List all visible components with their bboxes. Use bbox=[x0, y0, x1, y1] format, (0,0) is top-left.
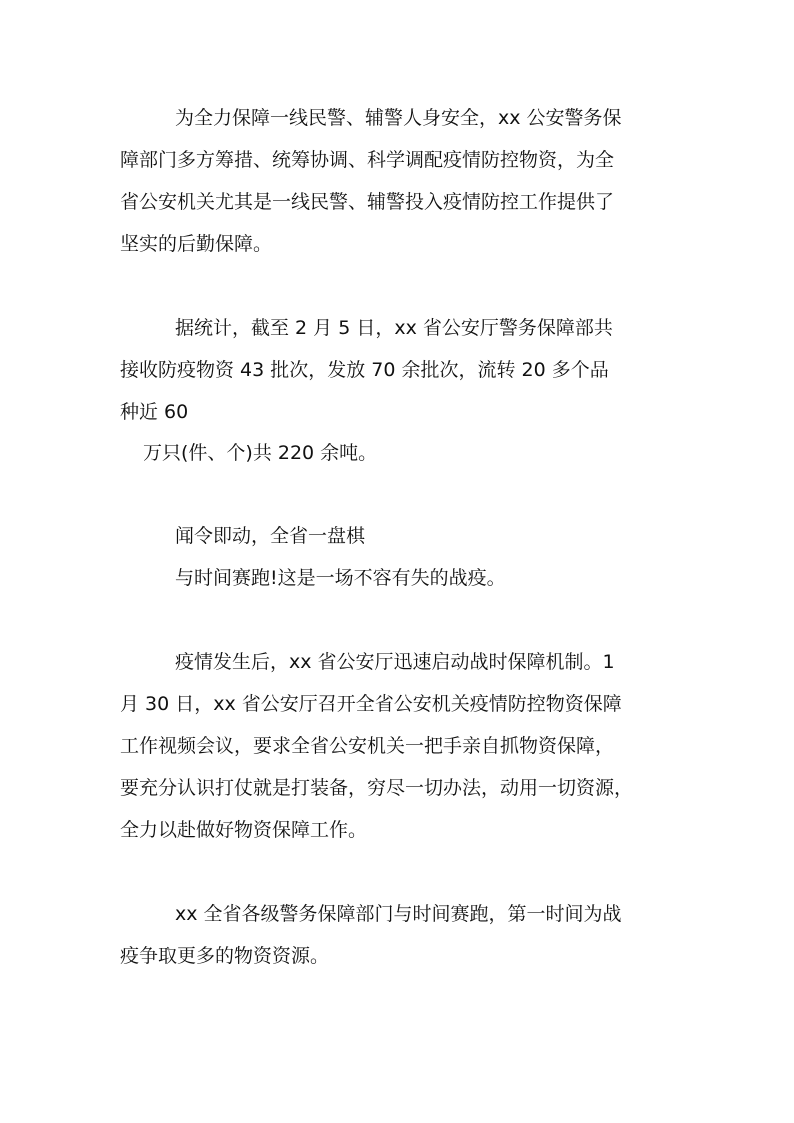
paragraph-line: 种近 60 bbox=[120, 401, 189, 423]
section-heading: 闻令即动，全省一盘棋 bbox=[175, 525, 366, 547]
paragraph-line: 疫情发生后，xx 省公安厅迅速启动战时保障机制。1 bbox=[175, 651, 615, 673]
paragraph-line: 省公安机关尤其是一线民警、辅警投入疫情防控工作提供了 bbox=[120, 191, 615, 213]
paragraph-line: 万只(件、个)共 220 余吨。 bbox=[143, 442, 378, 464]
paragraph-line: 坚实的后勤保障。 bbox=[120, 233, 273, 255]
paragraph-line: 为全力保障一线民警、辅警人身安全，xx 公安警务保 bbox=[175, 107, 622, 129]
paragraph-line: 接收防疫物资 43 批次，发放 70 余批次，流转 20 多个品 bbox=[120, 359, 609, 381]
paragraph-line: 障部门多方筹措、统筹协调、科学调配疫情防控物资，为全 bbox=[120, 149, 615, 171]
paragraph-line: 疫争取更多的物资资源。 bbox=[120, 945, 330, 967]
paragraph-line: 工作视频会议，要求全省公安机关一把手亲自抓物资保障， bbox=[120, 735, 615, 757]
paragraph-line: xx 全省各级警务保障部门与时间赛跑，第一时间为战 bbox=[175, 903, 622, 925]
paragraph-line: 月 30 日，xx 省公安厅召开全省公安机关疫情防控物资保障 bbox=[120, 693, 622, 715]
paragraph-line: 全力以赴做好物资保障工作。 bbox=[120, 819, 368, 841]
paragraph-line: 据统计，截至 2 月 5 日，xx 省公安厅警务保障部共 bbox=[175, 317, 613, 339]
paragraph-line: 要充分认识打仗就是打装备，穷尽一切办法，动用一切资源， bbox=[120, 777, 634, 799]
paragraph-line: 与时间赛跑!这是一场不容有失的战疫。 bbox=[175, 567, 506, 589]
